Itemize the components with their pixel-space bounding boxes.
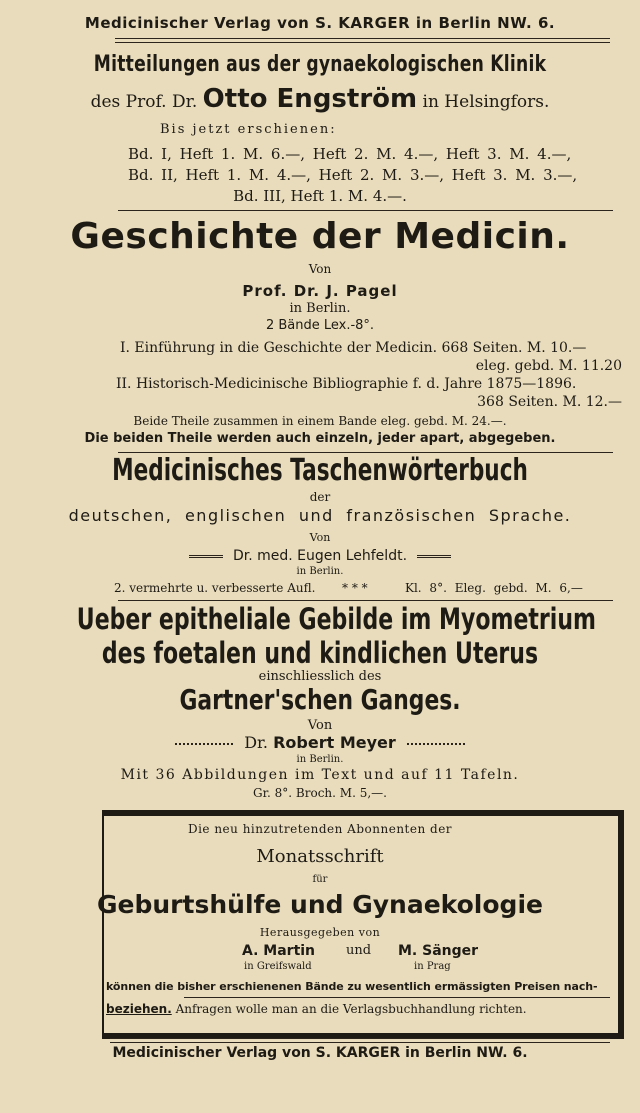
- ad4-title2: des foetalen und kindlichen Uterus: [101, 636, 539, 670]
- ad1-row1: Bd. I, Heft 1. M. 6.—, Heft 2. M. 4.—, Heft 3. M. 4.—,: [128, 145, 572, 163]
- ad5-title1: Monatsschrift: [256, 846, 384, 867]
- ad5-editor1: A. Martin: [242, 943, 316, 959]
- ad5-place2: in Prag: [414, 961, 451, 972]
- ad3-author: Dr. med. Eugen Lehfeldt.: [232, 548, 408, 564]
- ad2-line1b: eleg. gebd. M. 11.20: [475, 358, 622, 374]
- ad4-author-prefix: Dr.: [244, 733, 269, 752]
- ad3-rule: [118, 600, 613, 601]
- ad5-und: und: [346, 943, 372, 958]
- ad2-line3: Beide Theile zusammen in einem Bande eleg. gebd. M. 24.—.: [133, 414, 507, 428]
- header-rule-1: [115, 38, 610, 39]
- ad2-line4: Die beiden Theile werden auch einzeln, jeder apart, abgegeben.: [84, 431, 556, 446]
- ad5-place1: in Greifswald: [244, 961, 312, 972]
- ad4-von: Von: [307, 718, 333, 733]
- ad4-ornament-left: [175, 743, 233, 745]
- ad2-title: Geschichte der Medicin.: [70, 216, 570, 257]
- ad3-place: in Berlin.: [296, 566, 344, 577]
- ad3-price: Kl. 8°. Eleg. gebd. M. 6,—: [405, 581, 583, 595]
- ad2-line2: II. Historisch-Medicinische Bibliographie f. d. Jahre 1875—1896.: [116, 376, 577, 392]
- ad3-dash-left: [189, 555, 223, 558]
- publisher-footer: Medicinischer Verlag von S. KARGER in Berlin NW. 6.: [112, 1045, 528, 1061]
- ad2-author: Prof. Dr. J. Pagel: [242, 282, 398, 300]
- ad1-subtitle-prefix: des Prof. Dr.: [90, 92, 198, 112]
- ad1-row2: Bd. II, Heft 1. M. 4.—, Heft 2. M. 3.—, Heft 3. M. 3.—,: [128, 166, 578, 184]
- ad1-subtitle-name: Otto Engström: [202, 84, 418, 114]
- ad5-notice2-line: [106, 1002, 527, 1016]
- ad3-edition: 2. vermehrte u. verbesserte Aufl.: [114, 581, 316, 595]
- ad3-author-line: [0, 548, 640, 564]
- ad5-fuer: für: [312, 874, 328, 885]
- ad4-figures: Mit 36 Abbildungen im Text und auf 11 Tafeln.: [120, 767, 520, 783]
- ad1-subtitle-suffix: in Helsingfors.: [422, 92, 550, 112]
- ad5-title2: Geburtshülfe und Gynaekologie: [97, 890, 543, 919]
- ad5-notice2: Anfragen wolle man an die Verlagsbuchhandlung richten.: [175, 1002, 527, 1016]
- ad3-von: Von: [309, 531, 331, 544]
- ad3-title: Medicinisches Taschenwörterbuch: [112, 453, 528, 488]
- ad4-title1: Ueber epitheliale Gebilde im Myometrium: [76, 602, 597, 636]
- ad5-notice2-bold: beziehen.: [106, 1002, 172, 1016]
- footer-rule-1: [110, 1038, 610, 1039]
- ad2-von: Von: [308, 262, 332, 276]
- ad2-line2b: 368 Seiten. M. 12.—: [477, 394, 622, 410]
- ad4-place: in Berlin.: [296, 754, 344, 765]
- ad2-place: in Berlin.: [289, 301, 351, 316]
- ad4-author-name: Robert Meyer: [273, 733, 396, 752]
- ad5-box-top-bar: [102, 810, 624, 816]
- ad3-languages: deutschen, englischen und französischen Sprache.: [68, 506, 572, 525]
- ad4-incl: einschliesslich des: [258, 669, 382, 684]
- ad4-title3: Gartner'schen Ganges.: [179, 683, 461, 716]
- ad5-box-right-bar: [618, 810, 624, 1039]
- ad5-notice1: können die bisher erschienenen Bände zu wesentlich ermässigten Preisen nach-: [106, 980, 598, 993]
- ad1-title: Mitteilungen aus der gynaekologischen Klinik: [93, 52, 547, 77]
- ad5-editor2: M. Sänger: [398, 943, 479, 959]
- ad3-der: der: [309, 490, 331, 504]
- header-rule-2: [115, 42, 610, 43]
- ad1-subtitle: [0, 84, 640, 114]
- ad4-author-line: [0, 733, 640, 752]
- ad1-row3: Bd. III, Heft 1. M. 4.—.: [233, 187, 407, 205]
- ad4-ornament-right: [407, 743, 465, 745]
- ad1-rule: [118, 210, 613, 211]
- footer-rule-2: [110, 1042, 610, 1043]
- ad2-volumes: 2 Bände Lex.-8°.: [265, 318, 375, 333]
- ad4-price: Gr. 8°. Broch. M. 5,—.: [253, 786, 387, 800]
- ad3-stars: * * *: [342, 581, 368, 595]
- ad5-intro: Die neu hinzutretenden Abonnenten der: [187, 822, 453, 836]
- ad5-editors-intro: Herausgegeben von: [259, 926, 381, 939]
- ad3-dash-right: [417, 555, 451, 558]
- publisher-header: Medicinischer Verlag von S. KARGER in Berlin NW. 6.: [84, 14, 556, 32]
- ad2-line1: I. Einführung in die Geschichte der Medicin. 668 Seiten. M. 10.—: [120, 340, 587, 356]
- ad5-notice-rule: [184, 997, 610, 998]
- ad1-intro: Bis jetzt erschienen:: [160, 122, 337, 137]
